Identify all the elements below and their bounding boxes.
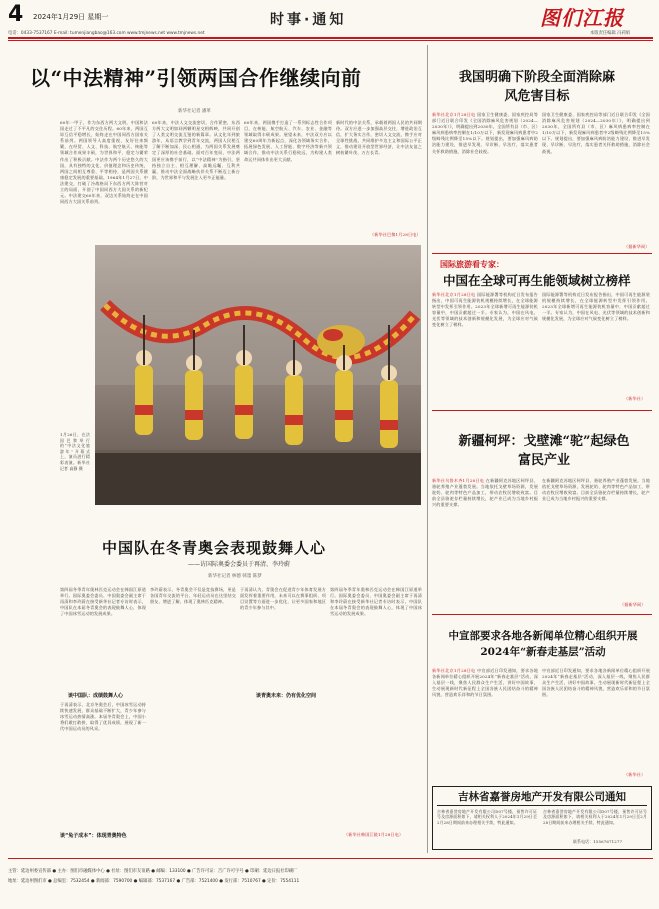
intl-label: 国际旅游看专家： xyxy=(440,260,504,269)
photo1-caption: 1月26日，在法国巴黎举行的“中法文化旅游年”开幕式上，演员进行精彩表演。新华社记者 高静 摄 xyxy=(60,432,90,471)
article1-col1: 60年一甲子，作为东西方两大文明，中国和法国走过了不平凡的交往历程。60年来，两国互谅互信平稳增长，始终走在中国同西方国家关系前列。两国领导人高度重视，友好往来频繁，在经贸、人文、科技、航空航天、核能等领域合作成果丰硕，为世界和平、稳定与繁荣作出了积极贡献。中法作为两个历史悠久的大国，具有独特的文化、价值理念和历史传统，两国之间相互尊重、平等相待，是两国关系健康稳定发展的重要基础。1964年1月27日，中法建交，打破了冷战格局下东西方两大阵营对立的局面，开创了中国同西方大国关系的新纪元。中法建交60年来，双边关系始终走在中国同西方大国关系前列。 xyxy=(60,120,148,205)
header-rule-thin xyxy=(8,40,653,41)
article6-body xyxy=(432,668,538,778)
article2-col3: 于再清认为，青奥会在促进青少年体育发展方面发挥着重要作用，未来可以在赛事组织、项目设置等方面进一步优化，让更多国家和地区的青少年参与其中。 xyxy=(240,587,326,611)
article1-title: 以“中法精神”引领两国合作继续向前 xyxy=(30,66,362,90)
footer-line-2: 地址：延边州图们市 ● 总编室：7532454 ● 新闻部：7590700 ● 编辑部：7537167 ● 广告部：7521400 ● 发行部：7510767 ● 定价：7554111 xyxy=(8,879,300,884)
article4-body xyxy=(432,292,538,400)
article3-title: 我国明确下阶段全面消除麻风危害目标 xyxy=(458,70,615,104)
article3-byline: 新华社北京1月28日电 xyxy=(432,112,476,117)
article3-col2: 国家卫生健康委、国家疾控局等部门近日联合印发《全国消除麻风危害规划（2024—2030年）》，明确提出到2030年，全国所有县（市、区）麻风病患病率控制在1/10万以下，新发现麻风病患者中2级畸残比例降至15%以下。规划提出，要加强麻风病防治能力建设，推进早发现、早诊断、早治疗，落实患者关怀救助措施，消除社会歧视。 xyxy=(542,112,650,154)
festival-photo xyxy=(95,245,421,505)
article2-title: 中国队在冬青奥会表现鼓舞人心 xyxy=(102,539,327,557)
article3-body xyxy=(432,112,538,250)
article6-title: 中宣部要求各地各新闻单位精心组织开展2024年“新春走基层”活动 xyxy=(448,630,638,658)
article2-subhead3: 谈青奥未来：仍有优化空间 xyxy=(256,693,317,699)
divider-rule-1 xyxy=(432,253,652,254)
article2-subtitle: ——访国际奥委会委员于再清、李玲蔚 xyxy=(188,561,291,568)
article4-text: 国际能源署等机构近日发布报告指出，中国可再生能源装机规模持续增长，在全球能源转型中发挥引领作用。2023年全球新增可再生能源装机容量中，中国贡献超过一半。专家认为，中国在风电、光伏等领域的技术创新和规模化发展，为全球应对气候变化树立了榜样。 xyxy=(432,292,538,328)
notice-rule xyxy=(437,805,647,806)
notice-body-2: 吉林省嘉誉房地产开发有限公司D07号楼，预售许可证号及房源面积如下，请相关权利人于2024年1月29日至2月28日期间前来办理相关手续，特此通知。 xyxy=(543,809,647,825)
divider-rule-2 xyxy=(432,410,652,411)
festival-photo-art xyxy=(95,245,421,505)
notice-box xyxy=(432,786,652,850)
masthead-logo: 图们江报 xyxy=(540,6,624,30)
notice-title: 吉林省嘉誉房地产开发有限公司通知 xyxy=(458,791,626,803)
column-divider xyxy=(427,45,428,853)
article5-body xyxy=(432,478,538,608)
article4-source: （新华社） xyxy=(624,396,646,401)
article2-col4: 第四届冬季青年奥林匹克运动会在韩国江原道举行。国际奥委会委员、中国奥委会副主席于再清和李玲蔚在接受新华社记者专访时表示，中国队在本届冬青奥会的表现鼓舞人心，体现了中国冰雪运动的发展成果。 xyxy=(330,587,422,617)
notice-body: 吉林省嘉誉房地产开发有限公司D07号楼，预售许可证号及房源面积如下，请相关权利人于2024年1月29日至2月28日期间前来办理相关手续，特此通知。 xyxy=(437,809,537,825)
article5-col2: 在新疆阿克苏地区柯坪县，骆驼养殖产业蓬勃发展。当地依托戈壁草场资源，发展驼奶、驼肉等特色产品加工，带动农牧民增收致富。目前全县骆驼存栏量持续增长，驼产业已成为当地乡村振兴的重要支撑。 xyxy=(542,478,650,502)
article6-byline: 新华社北京1月28日电 xyxy=(432,668,476,673)
header-rule xyxy=(8,37,653,39)
article2-subhead1: 谈中国队：成绩鼓舞人心 xyxy=(68,693,124,699)
article1-byline: 新华社记者 潘革 xyxy=(178,109,211,114)
article5-byline: 新华社乌鲁木齐1月28日电 xyxy=(432,478,485,483)
article2-byline: 新华社记者 林德 韩墨 陈梦 xyxy=(208,574,262,579)
article6-text: 中宣部近日印发通知，要求各地各新闻单位精心组织开展2024年“新春走基层”活动，深入基层一线，聚焦人民群众生产生活，讲好中国故事，生动展现新时代新征程上全国各族人民团结奋斗的精神风貌，营造欢乐祥和的节日氛围。 xyxy=(432,668,538,698)
article5-text: 在新疆阿克苏地区柯坪县，骆驼养殖产业蓬勃发展。当地依托戈壁草场资源，发展驼奶、驼肉等特色产品加工，带动农牧民增收致富。目前全县骆驼存栏量持续增长，驼产业已成为当地乡村振兴的重要支撑。 xyxy=(432,478,538,508)
article2-source: （新华社韩国江陵1月28日电） xyxy=(344,832,404,837)
article2-col2: 李玲蔚表示，冬青奥会不仅是竞技赛场，更是各国青年交流的平台。年轻运动员在这里结交朋友、增进了解，体现了奥林匹克精神。 xyxy=(150,587,236,605)
article1-col2: 60年来，中法人文交流密切，合作紧密，东西方两大文明如同两颗明星交相辉映，共同开创了人类文明交流互鉴的新篇章。从文化年到旅游年，从语言教学到青年交流，两国人民相互了解不断加深，民心相通，为两国关系发展奠定了深厚的社会基础。面对百年变局，中法两国更应该携手前行，以“中法精神”为指引，坚持独立自主、相互理解、高瞻远瞩、互利共赢，推动中法全面战略伙伴关系不断迈上新台阶，为世界和平与发展注入更多正能量。 xyxy=(152,120,240,180)
article1-col4: 新时代的中法关系，承载着两国人民的共同期待。双方应进一步加强高层交往，增进政治互信，扩大务实合作，密切人文交流，携手应对全球性挑战，共同维护多边主义和国际公平正义，推动建设开放型世界经济，让中法友谊之树枝繁叶茂、万古长青。 xyxy=(336,120,422,156)
article5-title: 新疆柯坪：戈壁滩“驼”起绿色富民产业 xyxy=(458,434,630,468)
section-title: 时事·通知 xyxy=(270,12,347,28)
article4-title: 中国在全球可再生能领域树立榜样 xyxy=(443,273,631,288)
contact-line: 电话：0433-7537167 E-mail: tumenjiangbao@163.com www.tmjnews.net www.tmjnews.net xyxy=(8,31,205,36)
article3-text: 国家卫生健康委、国家疾控局等部门近日联合印发《全国消除麻风危害规划（2024—2030年）》，明确提出到2030年，全国所有县（市、区）麻风病患病率控制在1/10万以下，新发现麻风病患者中2级畸残比例降至15%以下。规划提出，要加强麻风病防治能力建设，推进早发现、早诊断、早治疗，落实患者关怀救助措施，消除社会歧视。 xyxy=(432,112,538,154)
article2-col1: 第四届冬季青年奥林匹克运动会在韩国江原道举行。国际奥委会委员、中国奥委会副主席于再清和李玲蔚在接受新华社记者专访时表示，中国队在本届冬青奥会的表现鼓舞人心，体现了中国冰雪运动的发展成果。 xyxy=(60,587,146,617)
article1-col3: 60年来，两国携手打造了一系列标志性合作项目，在核能、航空航天、汽车、农业、金融等领域取得丰硕成果。展望未来，中法双方应以建交60周年为新起点，深化各领域务实合作，拓展绿色发展、人工智能、数字经济等新兴领域合作，推动中法关系行稳致远，为构建人类命运共同体作出更大贡献。 xyxy=(244,120,332,162)
article2-col1b: 于再清表示，北京冬奥会后，中国冰雪运动持续快速发展，群众基础不断扩大，青少年参与冰雪运动热情高涨。本届冬青奥会上，中国小将们敢打敢拼，取得了优异成绩，展现了新一代中国运动员的风采。 xyxy=(60,702,146,732)
footer-rule xyxy=(8,858,653,859)
article3-source: （据新华网） xyxy=(624,244,650,249)
article4-col2: 国际能源署等机构近日发布报告指出，中国可再生能源装机规模持续增长，在全球能源转型中发挥引领作用。2023年全球新增可再生能源装机容量中，中国贡献超过一半。专家认为，中国在风电、光伏等领域的技术创新和规模化发展，为全球应对气候变化树立了榜样。 xyxy=(542,292,650,322)
article2-subhead2: 谈“兔子成本”：体现青奥特色 xyxy=(60,833,127,839)
footer-line-1: 主管：延边州委宣传部 ● 主办：图们市融媒体中心 ● 社址：图们市友谊路 ● 邮编：133100 ● 广告许可证：吉广许可字号 ● 印刷：延边日报社印刷厂 xyxy=(8,869,298,874)
article4-byline: 新华社北京1月28日电 xyxy=(432,292,476,297)
article5-source: （据新华网） xyxy=(620,602,646,607)
article6-source: （新华社） xyxy=(624,772,646,777)
article1-source: （新华社巴黎1月28日电） xyxy=(370,232,421,237)
article6-col2: 中宣部近日印发通知，要求各地各新闻单位精心组织开展2024年“新春走基层”活动，深入基层一线，聚焦人民群众生产生活，讲好中国故事，生动展现新时代新征程上全国各族人民团结奋斗的精神风貌，营造欢乐祥和的节日氛围。 xyxy=(542,668,650,698)
divider-rule-3 xyxy=(432,614,652,615)
issue-date: 2024年1月29日 星期一 xyxy=(33,13,109,21)
editor-line: 本版责任编辑 冯莉娟 xyxy=(590,31,631,36)
page-number: 4 xyxy=(8,2,24,27)
notice-contact: 联系电话：15567671277 xyxy=(573,839,623,844)
